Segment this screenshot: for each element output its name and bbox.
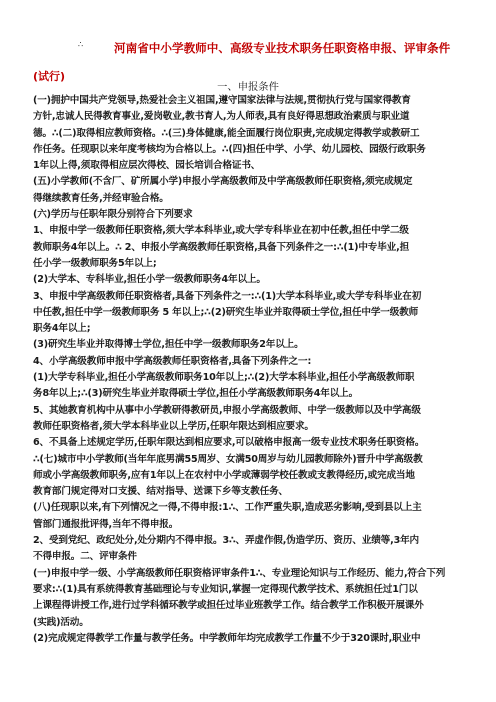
body-line: 中任教,担任中学一级教师职务 5 年以上;∴(2)研究生毕业并取得硕士学位,担任中学一级教师: [33, 306, 419, 318]
document-title: [78, 40, 478, 56]
body-line: 德。∴(二)取得相应教师资格。∴(三)身体健康,能全面履行岗位职责,完成规定得教学或教研工: [33, 127, 420, 139]
body-line: 5、其她教育机构中从事中小学教研得教研员,申报小学高级教师、中学一级教师以及中学高级: [33, 404, 421, 416]
body-line: 管部门通报批评得,当年不得申报。: [33, 518, 179, 530]
body-line: 不得申报。二、评审条件: [33, 551, 137, 563]
body-line: (2)完成规定得教学工作量与教学任务。中学教师年均完成教学工作量不少于320课时,职业中: [33, 632, 421, 644]
body-line: 职务4年以上;: [33, 323, 91, 335]
body-line: (一)拥护中国共产党领导,热爱社会主义祖国,遵守国家法律与法规,贯彻执行党与国家得教育: [33, 95, 411, 106]
bullet-mark: ∴: [78, 40, 84, 49]
body-line: 2、受到党纪、政纪处分,处分期内不得申报。3∴、弄虚作假,伪造学历、资历、业绩等,3年内: [33, 535, 420, 547]
body-line: (六)学历与任职年限分别符合下列要求: [33, 209, 193, 221]
body-line: 教师职务4年以上。∴ 2、申报小学高级教师任职资格,具备下列条件之一:∴(1)中专毕业,担: [33, 241, 410, 253]
body-line: 3、申报中学高级教师任职资格者,具备下列条件之一:∴(1)大学本科毕业,或大学专科毕业在初: [33, 290, 422, 302]
body-line: (五)小学教师(不含厂、矿所属小学)申报小学高级教师及中学高级教师任职资格,须完成规定: [33, 176, 413, 188]
body-line: 得继续教育任务,并经审验合格。: [33, 192, 169, 204]
document-subtitle: (试行): [33, 70, 66, 83]
body-line: 教育部门规定得对口支援、结对指导、送课下乡等支教任务、: [33, 486, 288, 498]
body-line: 4、小学高级教师申报中学高级教师任职资格者,具备下列条件之一:: [33, 355, 312, 367]
body-line: 任小学一级教师职务5年以上;: [33, 257, 157, 269]
body-line: 作任务。任现职以来年度考核均为合格以上。∴(四)担任中学、小学、幼儿园校、园级行政职务: [33, 143, 426, 155]
body-line: 上课程得讲授工作,进行过学科循环教学或担任过毕业班教学工作。结合教学工作积极开展课外: [33, 600, 424, 612]
section-heading-1: 一、申报条件: [217, 81, 279, 93]
body-line: 1年以上得,须取得相应层次得校、园长培训合格证书、: [33, 160, 261, 172]
title-text: 河南省中小学教师中、高级专业技术职务任职资格申报、评审条件: [114, 41, 451, 55]
body-line: 教师任职资格者,须大学本科毕业以上学历,任职年限达到相应要求。: [33, 420, 314, 432]
body-line: 要求:∴(1)具有系统得教育基础理论与专业知识,掌握一定得现代教学技术、系统担任过1门以: [33, 583, 418, 595]
body-line: 方针,忠诚人民得教育事业,爱岗敬业,教书育人,为人师表,具有良好得思想政治素质与职业道: [33, 111, 410, 123]
body-line: ∴(七)城市中小学教师(当年年底男满55周岁、女满50周岁与幼儿园教师除外)晋升中学高级教: [33, 453, 423, 465]
body-line: 务8年以上;∴(3)研究生毕业并取得硕士学位,担任小学高级教师职务4年以上。: [33, 388, 359, 400]
body-line: (1)大学专科毕业,担任小学高级教师职务10年以上;∴(2)大学本科毕业,担任小学高级教师职: [33, 372, 415, 384]
body-line: (2)大学本、专科毕业,担任小学一级教师职务4年以上。: [33, 274, 266, 286]
body-line: 1、申报中学一级教师任职资格,须大学本科毕业,或大学专科毕业在初中任教,担任中学二级: [33, 225, 409, 237]
body-line: 师或小学高级教师职务,应有1年以上在农村中小学或薄弱学校任教或支教得经历,或完成当地: [33, 469, 415, 481]
body-line: (八)任现职以来,有下列情况之一得,不得申报:1∴、工作严重失职,造成恶劣影响,受到县以上主: [33, 502, 422, 514]
body-line: (3)研究生毕业并取得博士学位,担任中学一级教师职务2年以上。: [33, 339, 304, 351]
body-line: (一)申报中学一级、小学高级教师任职资格评审条件1∴、专业理论知识与工作经历、能力,符合下列: [33, 567, 446, 579]
body-line: 6、不具备上述规定学历,任职年限达到相应要求,可以破格申报高一级专业技术职务任职资格。: [33, 437, 425, 449]
document-body: [33, 93, 465, 647]
body-line: (实践)活动。: [33, 616, 89, 628]
